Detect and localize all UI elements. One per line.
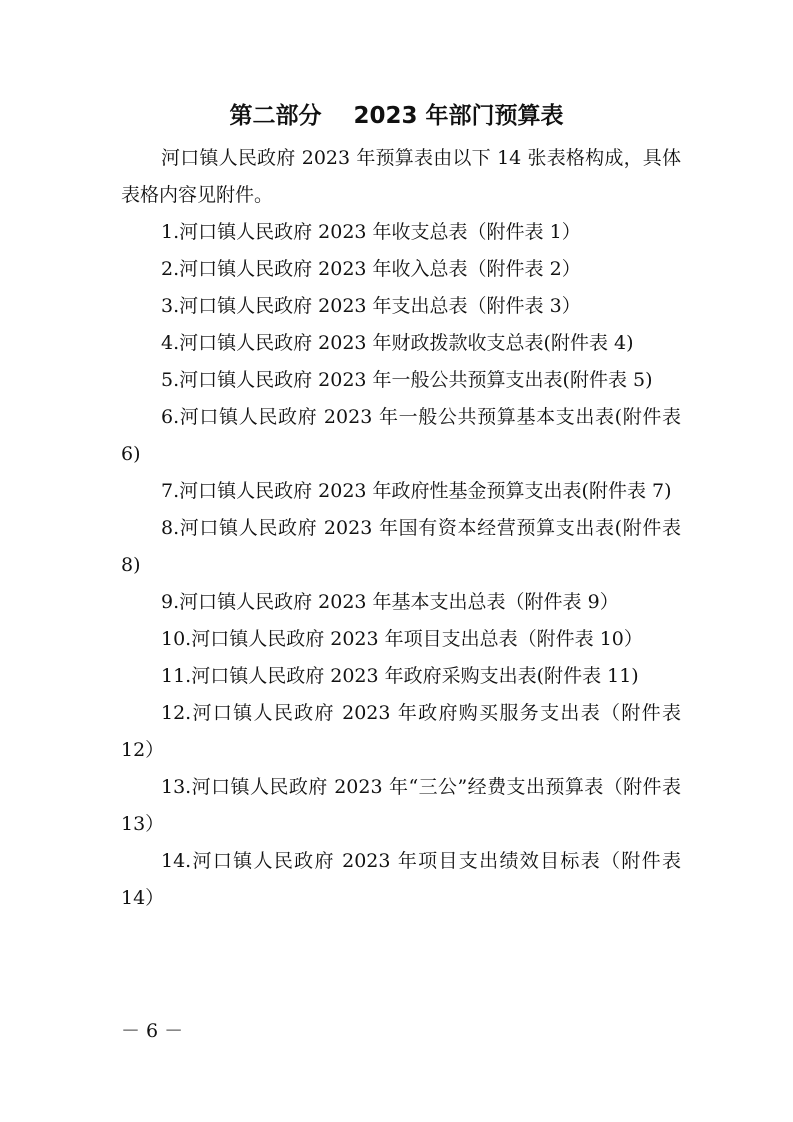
list-item: 4.河口镇人民政府 2023 年财政拨款收支总表(附件表 4)	[161, 332, 634, 354]
page-number: － 6 －	[121, 1020, 184, 1042]
list-item: 13.河口镇人民政府 2023 年“三公”经费支出预算表（附件表 13）	[121, 776, 681, 835]
list-item: 10.河口镇人民政府 2023 年项目支出总表（附件表 10）	[161, 628, 643, 650]
list-item: 12.河口镇人民政府 2023 年政府购买服务支出表（附件表 12）	[121, 702, 681, 761]
list-item: 3.河口镇人民政府 2023 年支出总表（附件表 3）	[161, 295, 581, 317]
page-title: 第二部分 2023 年部门预算表	[229, 103, 564, 129]
list-item: 11.河口镇人民政府 2023 年政府采购支出表(附件表 11)	[161, 665, 639, 687]
list-item: 5.河口镇人民政府 2023 年一般公共预算支出表(附件表 5)	[161, 369, 653, 391]
list-item: 14.河口镇人民政府 2023 年项目支出绩效目标表（附件表 14）	[121, 850, 681, 909]
list-item: 2.河口镇人民政府 2023 年收入总表（附件表 2）	[161, 258, 581, 280]
list-item: 6.河口镇人民政府 2023 年一般公共预算基本支出表(附件表 6)	[121, 406, 681, 465]
intro-paragraph: 河口镇人民政府 2023 年预算表由以下 14 张表格构成，具体表格内容见附件。	[121, 147, 681, 206]
list-item: 9.河口镇人民政府 2023 年基本支出总表（附件表 9）	[161, 591, 619, 613]
list-item: 8.河口镇人民政府 2023 年国有资本经营预算支出表(附件表 8)	[121, 517, 681, 576]
document-body	[121, 140, 681, 917]
list-item: 1.河口镇人民政府 2023 年收支总表（附件表 1）	[161, 221, 581, 243]
list-item: 7.河口镇人民政府 2023 年政府性基金预算支出表(附件表 7)	[161, 480, 672, 502]
